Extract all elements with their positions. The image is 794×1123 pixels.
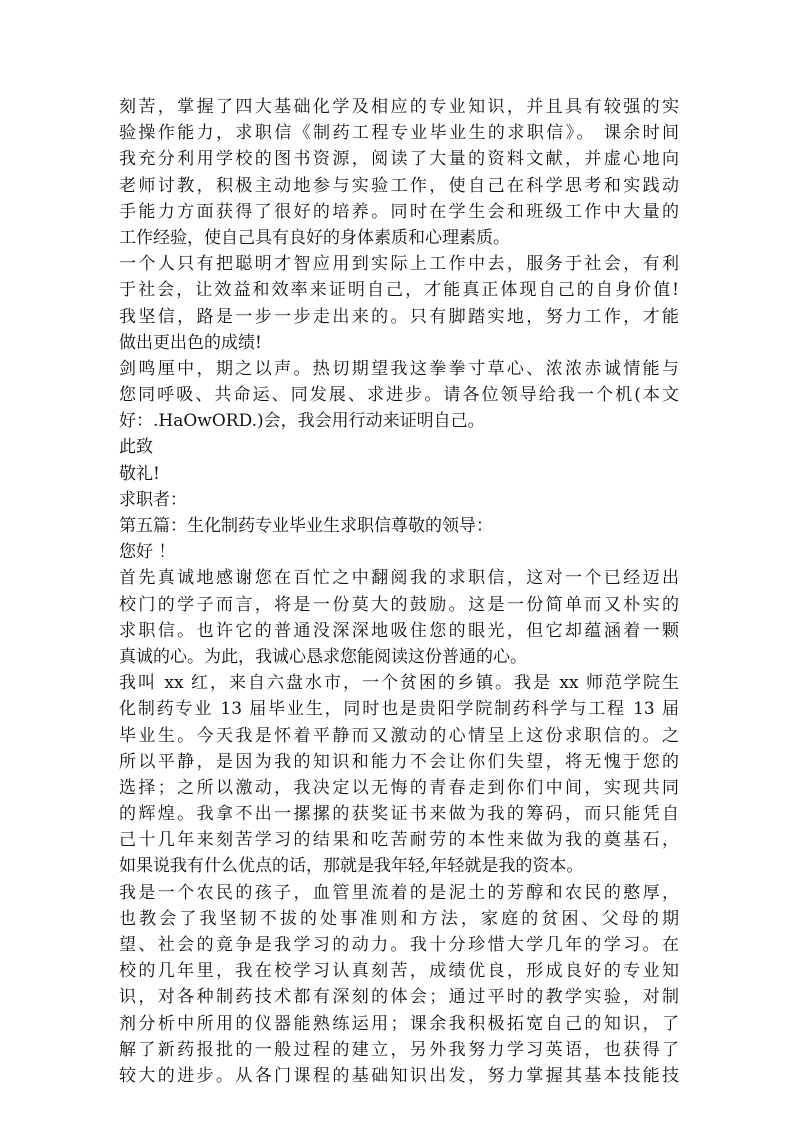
text-line: 求职信。也许它的普通没深深地吸住您的眼光，但它却蕴涵着一颗	[119, 620, 679, 641]
text-line: 也教会了我坚韧不拔的处事准则和方法，家庭的贫困、父母的期	[119, 908, 679, 929]
text-line: 做出更出色的成绩!	[119, 332, 262, 353]
text-line: 老师讨教，积极主动地参与实验工作，使自己在科学思考和实践动	[119, 175, 679, 196]
text-line: 校的几年里，我在校学习认真刻苦，成绩优良，形成良好的专业知	[119, 961, 679, 982]
text-line: 望、社会的竟争是我学习的动力。我十分珍惜大学几年的学习。在	[119, 935, 679, 955]
text-line: 好：.HaOwORD.)会，我会用行动来证明自己。	[119, 411, 485, 432]
text-line: 我叫 xx 红，来自六盘水市，一个贫困的乡镇。我是 xx 师范学院生	[119, 673, 679, 694]
text-line: 毕业生。今天我是怀着平静而又激动的心情呈上这份求职信的。之	[119, 725, 679, 746]
text-line: 工作经验，使自己具有良好的身体素质和心理素质。	[119, 227, 510, 248]
text-line: 求职者：	[119, 489, 187, 510]
text-line: 校门的学子而言，将是一份莫大的鼓励。这是一份简单而又朴实的	[119, 594, 679, 615]
text-line: 如果说我有什么优点的话，那就是我年轻,年轻就是我的资本。	[119, 856, 584, 877]
text-line: 手能力方面获得了很好的培养。同时在学生会和班级工作中大量的	[119, 201, 679, 222]
text-line: 化制药专业 13 届毕业生，同时也是贵阳学院制药科学与工程 13 届	[119, 699, 679, 720]
text-line: 刻苦，掌握了四大基础化学及相应的专业知识，并且具有较强的实	[119, 97, 679, 117]
document-body	[119, 94, 679, 1089]
text-line: 较大的进步。从各门课程的基础知识出发，努力掌握其基本技能技	[119, 1065, 679, 1086]
text-line: 真诚的心。为此，我诚心恳求您能阅读这份普通的心。	[119, 646, 527, 667]
text-line: 我充分利用学校的图书资源，阅读了大量的资料文献，并虚心地向	[119, 149, 679, 170]
text-line: 敬礼!	[119, 463, 160, 484]
text-line: 首先真诚地感谢您在百忙之中翻阅我的求职信，这对一个已经迈出	[119, 568, 679, 589]
text-line: 识，对各种制药技术都有深刻的体会；通过平时的教学实验，对制	[119, 987, 679, 1008]
text-line: 一个人只有把聪明才智应用到实际上工作中去，服务于社会，有利	[119, 254, 679, 275]
text-line: 我是一个农民的孩子，血管里流着的是泥土的芳醇和农民的憨厚，	[119, 882, 679, 903]
text-line: 此致	[119, 437, 153, 458]
text-line: 于社会，让效益和效率来证明自己，才能真正体现自己的自身价值!	[119, 280, 679, 301]
text-line: 第五篇：生化制药专业毕业生求职信尊敬的领导：	[119, 516, 493, 536]
text-line: 剑鸣厘中，期之以声。热切期望我这拳拳寸草心、浓浓赤诚情能与	[119, 358, 679, 379]
text-line: 验操作能力，求职信《制药工程专业毕业生的求职信》。 课余时间	[119, 123, 679, 144]
text-line: 剂分析中所用的仪器能熟练运用；课余我积极拓宽自己的知识，了	[119, 1013, 679, 1034]
text-line: 您同呼吸、共命运、同发展、求进步。请各位领导给我一个机(本文	[119, 385, 679, 406]
text-line: 所以平静，是因为我的知识和能力不会让你们失望，将无愧于您的	[119, 751, 679, 772]
text-line: 己十几年来刻苦学习的结果和吃苦耐劳的本性来做为我的奠基石，	[119, 830, 679, 851]
text-line: 的辉煌。我拿不出一摞摞的获奖证书来做为我的筹码，而只能凭自	[119, 804, 679, 825]
text-line: 选择；之所以激动，我决定以无悔的青春走到你们中间，实现共同	[119, 777, 679, 798]
text-line: 解了新药报批的一般过程的建立，另外我努力学习英语，也获得了	[119, 1039, 679, 1060]
text-line: 我坚信，路是一步一步走出来的。只有脚踏实地，努力工作，才能	[119, 306, 679, 327]
text-line: 您好 ！	[119, 542, 176, 563]
